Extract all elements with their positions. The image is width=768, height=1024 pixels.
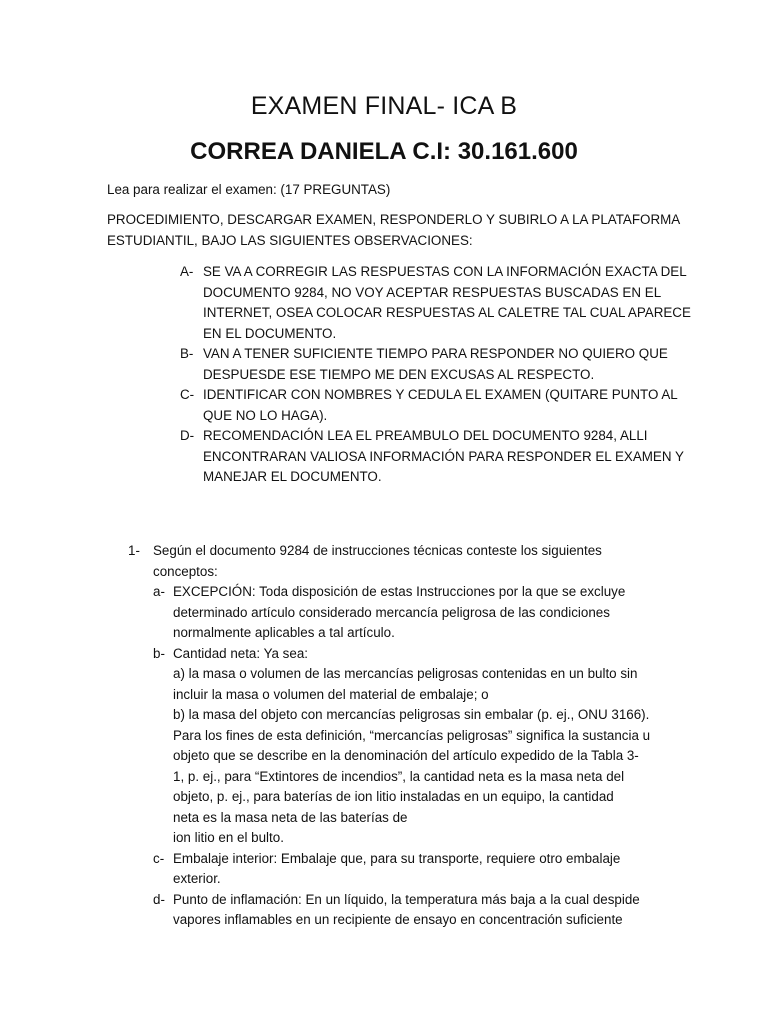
- question-items: [153, 582, 663, 931]
- item-marker: a-: [153, 584, 165, 599]
- intro-text: Lea para realizar el examen: (17 PREGUNTAS): [107, 182, 391, 197]
- item-text: [173, 849, 663, 890]
- observation-line: SE VA A CORREGIR LAS RESPUESTAS CON LA INFORMACIÓN EXACTA DEL: [203, 264, 687, 279]
- item-line: vapores inflamables en un recipiente de ensayo en concentración suficiente: [173, 912, 623, 927]
- observation-text: [203, 262, 691, 344]
- item-line: determinado artículo considerado mercancía peligrosa de las condiciones: [173, 604, 610, 620]
- item-marker: b-: [153, 645, 165, 661]
- observation-item-a: [180, 262, 691, 344]
- student-identification: CORREA DANIELA C.I: 30.161.600: [190, 138, 578, 165]
- item-marker: c-: [153, 850, 165, 866]
- observation-marker: C-: [180, 387, 195, 402]
- question-item-b: [153, 644, 663, 849]
- observation-line: ENCONTRARAN VALIOSA INFORMACIÓN PARA RESPONDER EL EXAMEN Y: [203, 448, 684, 464]
- observation-line: VAN A TENER SUFICIENTE TIEMPO PARA RESPONDER NO QUIERO QUE: [203, 346, 668, 361]
- question-line: conceptos:: [153, 563, 218, 579]
- item-marker: d-: [153, 891, 165, 907]
- observation-line: RECOMENDACIÓN LEA EL PREAMBULO DEL DOCUMENTO 9284, ALLI: [203, 428, 648, 443]
- observation-item-b: [180, 344, 668, 385]
- observation-line: MANEJAR EL DOCUMENTO.: [203, 469, 382, 484]
- item-line: EXCEPCIÓN: Toda disposición de estas Instrucciones por la que se excluye: [173, 584, 626, 599]
- item-line: a) la masa o volumen de las mercancías peligrosas contenidas en un bulto sin: [173, 666, 638, 681]
- item-line: normalmente aplicables a tal artículo.: [173, 625, 395, 640]
- observation-text: [203, 344, 668, 385]
- item-line: neta es la masa neta de las baterías de: [173, 809, 408, 825]
- item-line: objeto que se describe en la denominación del artículo expedido de la Tabla 3-: [173, 748, 639, 763]
- observation-line: QUE NO LO HAGA).: [203, 407, 328, 423]
- question-number: 1-: [128, 543, 140, 558]
- question-item-c: [153, 849, 663, 890]
- observation-line: DOCUMENTO 9284, NO VOY ACEPTAR RESPUESTAS BUSCADAS EN EL: [203, 284, 662, 300]
- procedure-line: PROCEDIMIENTO, DESCARGAR EXAMEN, RESPONDERLO Y SUBIRLO A LA PLATAFORMA: [107, 212, 681, 227]
- observation-item-c: [180, 385, 678, 426]
- question-text: [153, 541, 663, 582]
- item-line: Cantidad neta: Ya sea:: [173, 645, 308, 661]
- procedure-line: ESTUDIANTIL, BAJO LAS SIGUIENTES OBSERVACIONES:: [107, 232, 473, 248]
- question-line: Según el documento 9284 de instrucciones técnicas conteste los siguientes: [153, 543, 602, 558]
- observation-marker: D-: [180, 428, 195, 443]
- observations-list: [180, 262, 691, 488]
- item-line: 1, p. ej., para “Extintores de incendios”, la cantidad neta es la masa neta del: [173, 768, 625, 784]
- item-text: [173, 582, 663, 644]
- item-line: objeto, p. ej., para baterías de ion litio instaladas en un equipo, la cantidad: [173, 789, 614, 804]
- item-line: Para los fines de esta definición, “mercancías peligrosas” significa la sustancia u: [173, 727, 651, 743]
- question-1: [128, 541, 663, 931]
- observation-marker: A-: [180, 264, 194, 279]
- question-item-a: [153, 582, 663, 644]
- item-line: exterior.: [173, 871, 221, 886]
- item-line: ion litio en el bulto.: [173, 830, 284, 845]
- question-header: [128, 541, 663, 582]
- exam-title: EXAMEN FINAL- ICA B: [250, 92, 518, 120]
- item-text: [173, 890, 663, 931]
- item-text: [173, 644, 663, 849]
- observation-line: EN EL DOCUMENTO.: [203, 325, 337, 341]
- observation-line: DESPUESDE ESE TIEMPO ME DEN EXCUSAS AL RESPECTO.: [203, 366, 595, 382]
- observation-item-d: [180, 426, 684, 488]
- observation-line: IDENTIFICAR CON NOMBRES Y CEDULA EL EXAMEN (QUITARE PUNTO AL: [203, 387, 678, 402]
- procedure-paragraph: [107, 210, 681, 251]
- item-line: Embalaje interior: Embalaje que, para su transporte, requiere otro embalaje: [173, 850, 621, 866]
- item-line: b) la masa del objeto con mercancías peligrosas sin embalar (p. ej., ONU 3166).: [173, 707, 650, 722]
- item-line: Punto de inflamación: En un líquido, la temperatura más baja a la cual despide: [173, 891, 640, 907]
- observation-line: INTERNET, OSEA COLOCAR RESPUESTAS AL CALETRE TAL CUAL APARECE: [203, 305, 691, 320]
- observation-text: [203, 385, 678, 426]
- observation-marker: B-: [180, 346, 194, 361]
- item-line: incluir la masa o volumen del material de embalaje; o: [173, 686, 489, 702]
- observation-text: [203, 426, 684, 488]
- question-item-d: [153, 890, 663, 931]
